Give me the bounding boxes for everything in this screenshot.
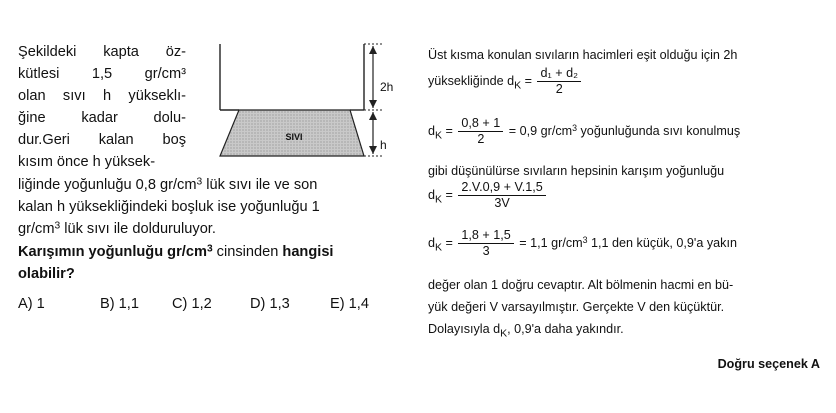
fraction-3 xyxy=(458,180,545,211)
option-c[interactable]: C) 1,2 xyxy=(172,296,212,312)
superscript: 3 xyxy=(582,234,588,245)
subscript: K xyxy=(435,129,443,142)
option-b[interactable]: B) 1,1 xyxy=(100,296,139,312)
solution-line-1: Üst kısma konulan sıvıların hacimleri eşit olduğu için 2h xyxy=(428,48,738,62)
word: dolu- xyxy=(153,110,186,126)
text: d xyxy=(428,187,436,202)
subscript: K xyxy=(514,79,522,92)
text: = xyxy=(442,187,457,202)
text: d xyxy=(428,123,436,138)
superscript: 3 xyxy=(54,220,61,232)
word: boş xyxy=(162,132,186,148)
numerator: 0,8 + 1 xyxy=(458,116,503,132)
subscript: K xyxy=(435,193,443,206)
question-line-4 xyxy=(18,108,186,129)
text: = xyxy=(521,73,536,88)
text: , 0,9'a daha yakındır. xyxy=(507,322,624,336)
correct-answer: Doğru seçenek A xyxy=(717,357,820,371)
denominator: 2 xyxy=(477,132,485,146)
word: kadar xyxy=(81,110,118,126)
fraction-4 xyxy=(458,228,513,259)
denominator: 2 xyxy=(555,82,563,96)
container-figure xyxy=(200,36,410,166)
text: = xyxy=(442,123,457,138)
question-line-7 xyxy=(18,175,317,196)
answer-options xyxy=(18,294,408,316)
prompt-text: hangisi xyxy=(282,244,334,260)
question-line-2 xyxy=(18,64,186,85)
numerator: 2.V.0,9 + V.1,5 xyxy=(458,180,545,196)
word: öz- xyxy=(165,44,186,60)
question-line-5 xyxy=(18,130,186,151)
label-h: h xyxy=(380,138,387,152)
solution-line-2 xyxy=(428,66,583,97)
question-line-9 xyxy=(18,219,216,240)
text: 1,1 den küçük, 0,9'a yakın xyxy=(587,235,737,250)
question-prompt xyxy=(18,242,334,263)
solution-line-4: gibi düşünülürse sıvıların hepsinin karışım yoğunluğu xyxy=(428,164,725,178)
numerator: d₁ + d₂ xyxy=(537,66,581,82)
text: lük sıvı ile ve son xyxy=(202,177,318,193)
solution-line-8: yük değeri V varsayılmıştır. Gerçekte V den küçüktür. xyxy=(428,300,725,314)
question-line-3 xyxy=(18,86,186,107)
text: gr/cm xyxy=(18,221,55,237)
solution-block xyxy=(428,0,828,400)
superscript: 3 xyxy=(206,243,213,255)
option-a[interactable]: A) 1 xyxy=(18,296,45,312)
subscript: K xyxy=(435,241,443,254)
solution-line-9 xyxy=(428,320,624,343)
text: = xyxy=(442,235,457,250)
question-prompt-2: olabilir? xyxy=(18,266,75,282)
superscript: 3 xyxy=(196,176,203,188)
text: lük sıvı ile dolduruluyor. xyxy=(60,221,216,237)
word: olan xyxy=(18,88,46,104)
solution-line-3 xyxy=(428,116,740,147)
word: gr/cm³ xyxy=(144,66,186,82)
numerator: 1,8 + 1,5 xyxy=(458,228,513,244)
word: kapta xyxy=(103,44,139,60)
question-line-8: kalan h yüksekliğindeki boşluk ise yoğunluğu 1 xyxy=(18,199,320,215)
prompt-text: cinsinden xyxy=(212,244,283,260)
liquid-label: SIVI xyxy=(285,132,303,142)
solution-line-5 xyxy=(428,180,548,211)
word: Şekildeki xyxy=(18,44,77,60)
fraction-2 xyxy=(458,116,503,147)
question-line-1 xyxy=(18,42,186,63)
text: yüksekliğinde d xyxy=(428,73,515,88)
solution-line-6 xyxy=(428,228,737,259)
word: 1,5 xyxy=(91,66,113,82)
fraction-1 xyxy=(537,66,581,97)
text: d xyxy=(428,235,436,250)
word: h xyxy=(102,88,112,104)
word: yükseklı- xyxy=(128,88,186,104)
denominator: 3 xyxy=(482,244,490,258)
prompt-text: Karışımın yoğunluğu gr/cm xyxy=(18,244,207,260)
superscript: 3 xyxy=(572,122,578,133)
question-line-6: kısım önce h yüksek- xyxy=(18,154,156,170)
text: liğinde yoğunluğu 0,8 gr/cm xyxy=(18,177,197,193)
text: = 0,9 gr/cm xyxy=(505,123,573,138)
word: sıvı xyxy=(62,88,86,104)
text: yoğunluğunda sıvı konulmuş xyxy=(577,123,741,138)
word: dur.Geri xyxy=(18,132,70,148)
solution-line-7: değer olan 1 doğru cevaptır. Alt bölmenin hacmi en bü- xyxy=(428,278,734,292)
label-2h: 2h xyxy=(380,80,394,94)
option-e[interactable]: E) 1,4 xyxy=(330,296,369,312)
word: ğine xyxy=(18,110,46,126)
word: kütlesi xyxy=(18,66,60,82)
text: = 1,1 gr/cm xyxy=(515,235,583,250)
subscript: K xyxy=(500,327,508,340)
word: kalan xyxy=(98,132,134,148)
text: Dolayısıyla d xyxy=(428,322,501,336)
denominator: 3V xyxy=(494,196,510,210)
option-d[interactable]: D) 1,3 xyxy=(250,296,290,312)
